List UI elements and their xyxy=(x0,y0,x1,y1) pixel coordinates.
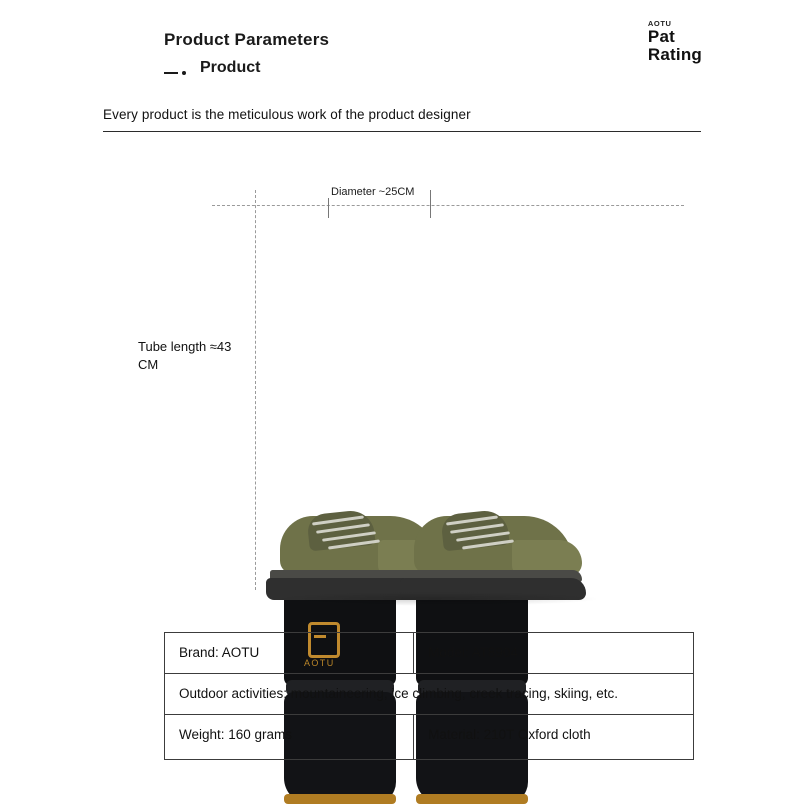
table-row xyxy=(165,674,693,715)
brand-line-1: Pat xyxy=(647,26,675,46)
boot-right xyxy=(400,505,590,600)
page-title: Product Parameters xyxy=(164,30,330,49)
brand-name-small: AOTU xyxy=(647,19,672,28)
tagline-text: Every product is the meticulous work of the product designer xyxy=(103,107,471,122)
ground-shadow xyxy=(270,592,600,606)
dash-icon-dot xyxy=(182,71,186,75)
diameter-label: Diameter ~25CM xyxy=(328,186,417,198)
page-header xyxy=(0,14,800,74)
spec-brand: Brand: AOTU xyxy=(165,633,414,673)
instep-strap-right xyxy=(416,794,528,804)
instep-strap-left xyxy=(284,794,396,804)
spec-weight: Weight: 160 grams xyxy=(165,715,414,758)
aotu-logo-text: AOTU xyxy=(304,658,335,668)
table-row xyxy=(165,715,693,759)
header-divider xyxy=(103,131,701,132)
spec-usage: Outdoor activities: mountaineering, ice climbing, creek tracing, skiing, etc. xyxy=(179,686,618,702)
tube-length-label: Tube length ≈43 CM xyxy=(138,339,232,372)
spec-model: Model: AT8904 xyxy=(428,645,518,660)
left-dimension-line xyxy=(255,190,256,590)
page-subtitle: Product xyxy=(200,59,261,76)
table-row xyxy=(165,633,693,674)
spec-table xyxy=(164,632,694,760)
brand-logo xyxy=(648,20,702,64)
brand-line-2: Rating xyxy=(647,44,702,64)
dash-icon-bar xyxy=(164,72,178,74)
spec-material: Material: 210T Oxford cloth xyxy=(428,727,591,743)
dash-dot-icon xyxy=(164,68,190,78)
top-dimension-line xyxy=(212,205,684,206)
